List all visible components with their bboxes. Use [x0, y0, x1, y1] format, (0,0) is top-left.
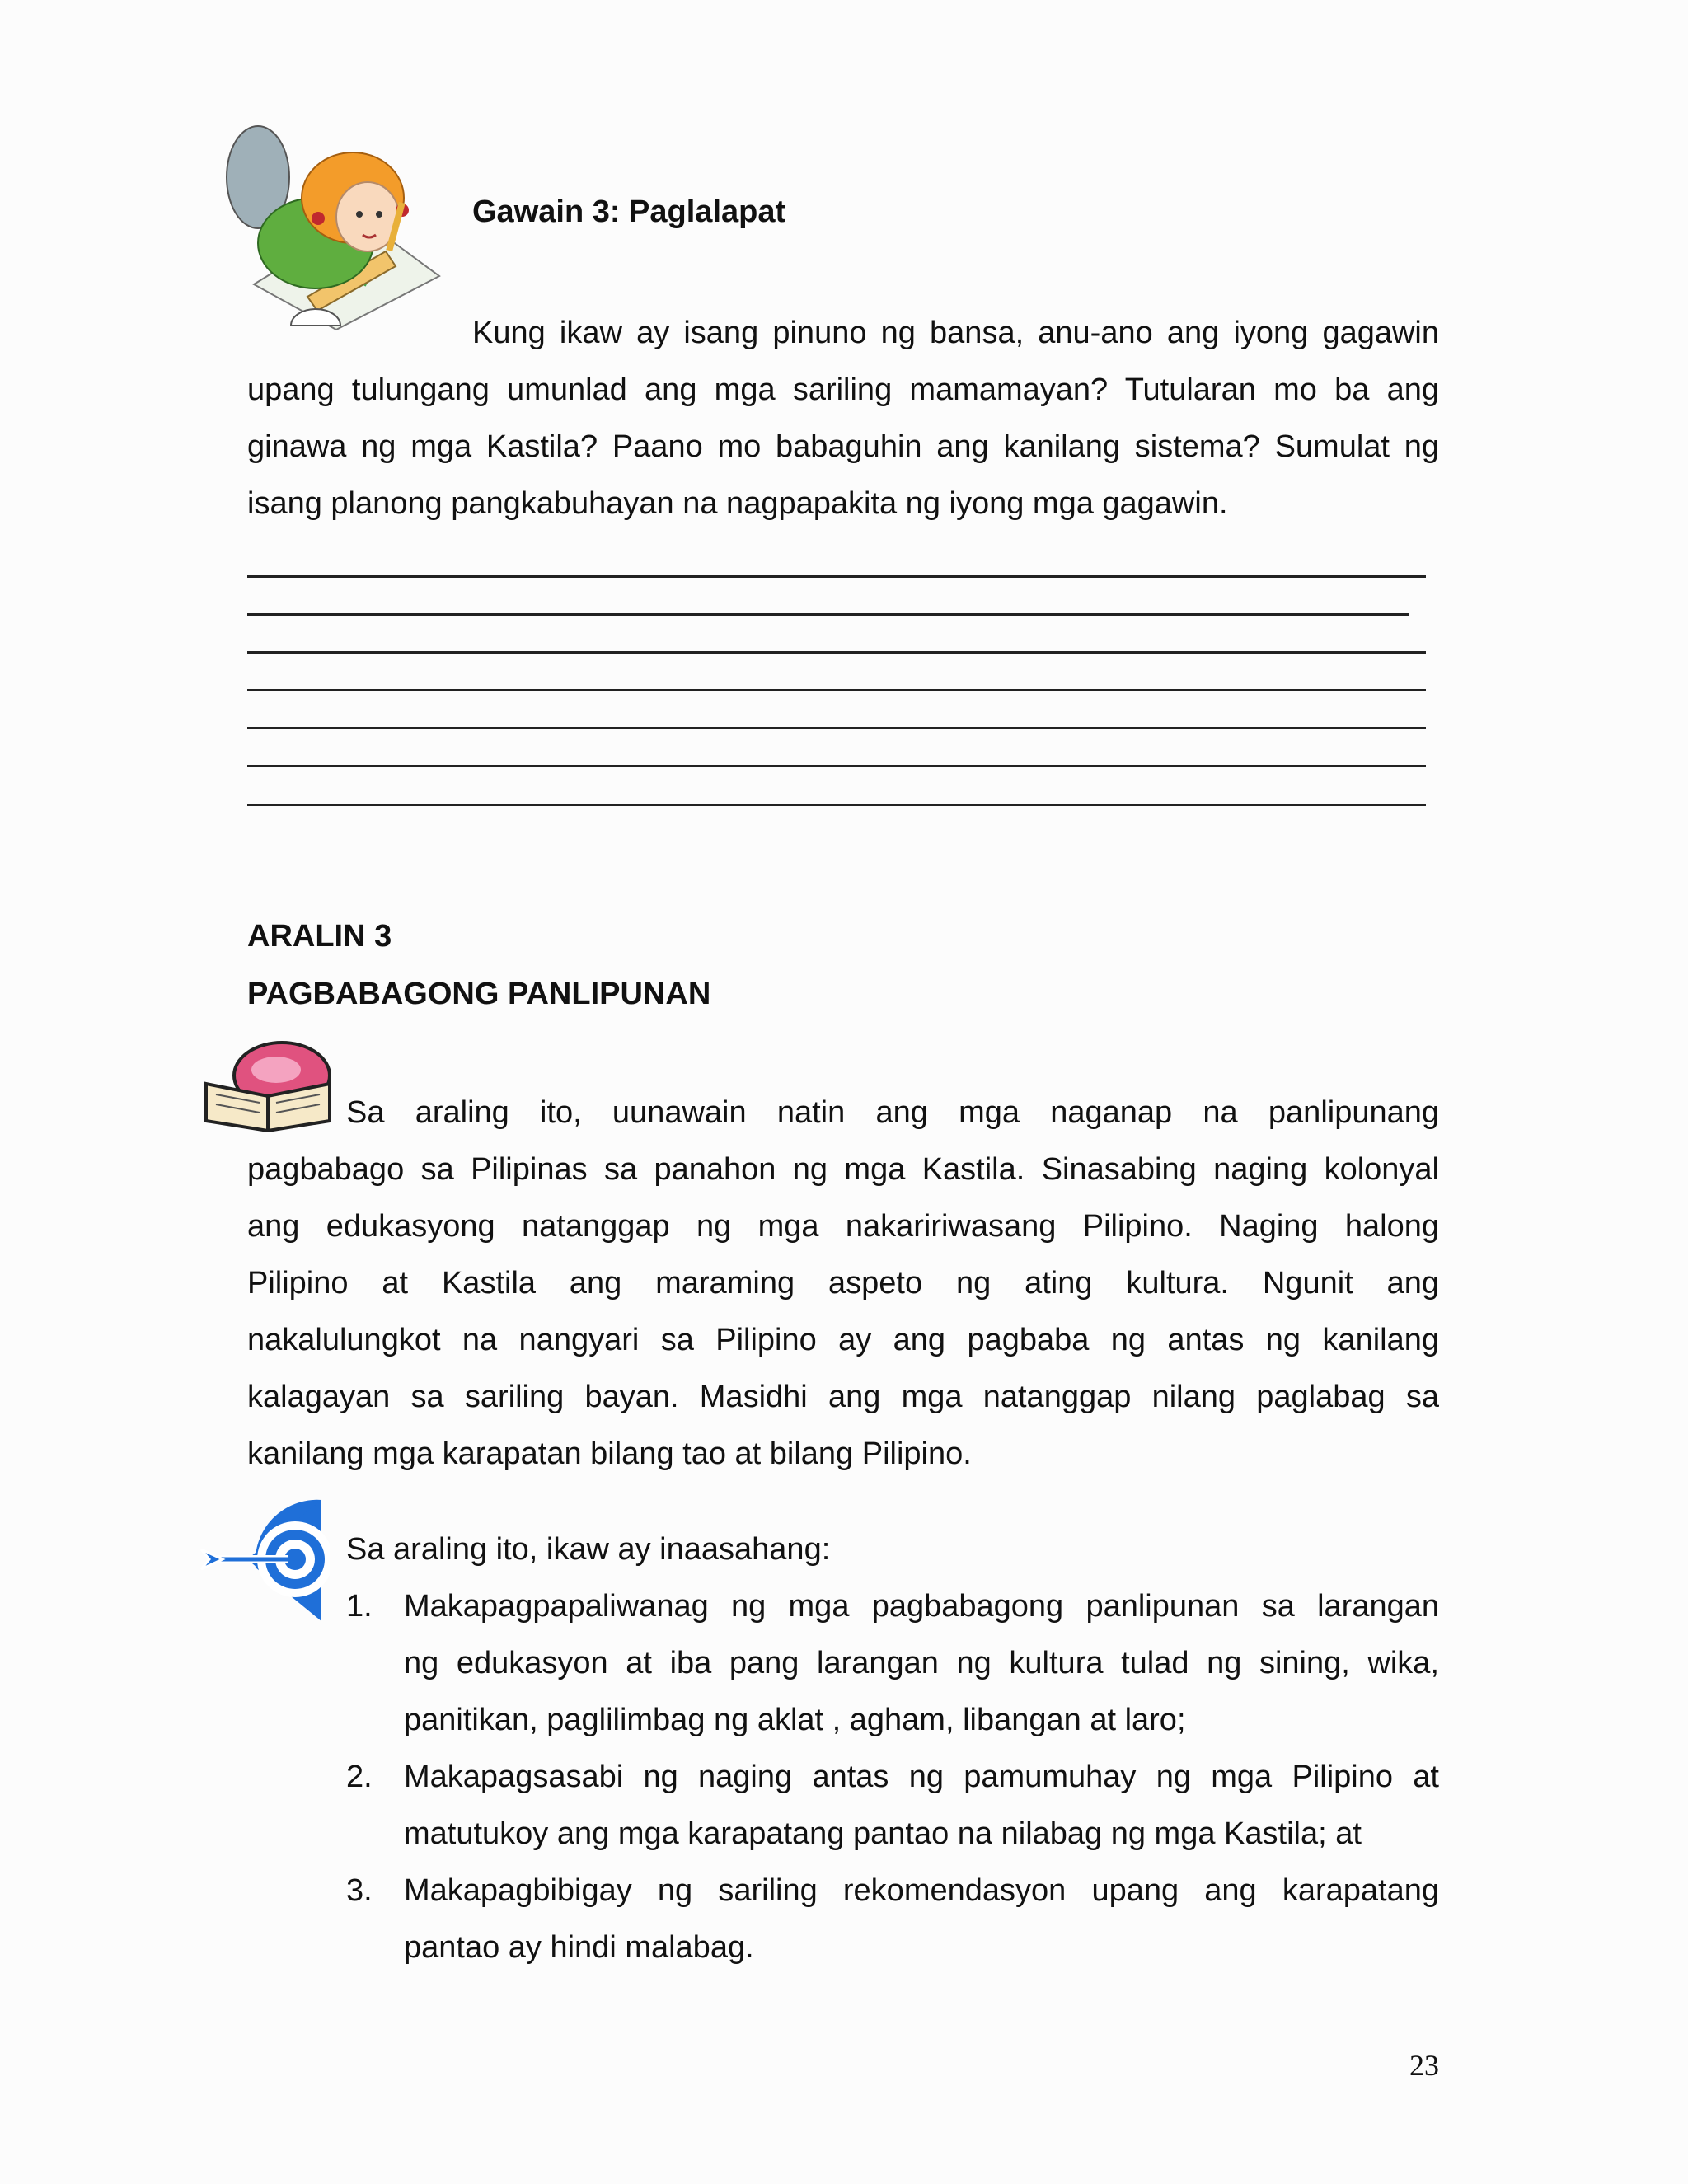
- lesson-intro-line: pagbabago sa Pilipinas sa panahon ng mga Kastila. Sinasabing naging kolonyal: [247, 1152, 1439, 1187]
- activity-prompt: [247, 305, 1439, 532]
- lesson-intro-line: ang edukasyong natanggap ng mga nakaririwasang Pilipino. Naging halong: [247, 1209, 1439, 1244]
- answer-line: [247, 804, 1426, 806]
- target-arrow-icon: [198, 1493, 330, 1625]
- answer-line: [247, 613, 1409, 616]
- list-item-line: Makapagpapaliwanag ng mga pagbabagong panlipunan sa larangan: [404, 1589, 1439, 1624]
- list-item-line: matutukoy ang mga karapatang pantao na nilabag ng mga Kastila; at: [404, 1816, 1362, 1851]
- list-item-line: pantao ay hindi malabag.: [404, 1930, 754, 1965]
- list-item: [346, 1578, 1439, 1749]
- activity-prompt-line: isang planong pangkabuhayan na nagpapakita ng iyong mga gagawin.: [247, 486, 1228, 521]
- lesson-intro-line: Pilipino at Kastila ang maraming aspeto ng ating kultura. Ngunit ang: [247, 1266, 1439, 1301]
- objectives-intro: Sa araling ito, ikaw ay inaasahang:: [346, 1532, 831, 1567]
- answer-line: [247, 727, 1426, 729]
- list-item: [346, 1863, 1439, 1976]
- lesson-number: ARALIN 3: [247, 919, 392, 954]
- activity-title: Gawain 3: Paglalapat: [472, 194, 786, 229]
- answer-line: [247, 765, 1426, 767]
- lesson-intro-line: kalagayan sa sariling bayan. Masidhi ang mga natanggap nilang paglabag sa: [247, 1380, 1439, 1414]
- lesson-intro-line: kanilang mga karapatan bilang tao at bilang Pilipino.: [247, 1436, 972, 1471]
- list-item-line: ng edukasyon at iba pang larangan ng kultura tulad ng sining, wika,: [404, 1646, 1439, 1680]
- answer-line: [247, 689, 1426, 691]
- lesson-intro-line: nakalulungkot na nangyari sa Pilipino ay ang pagbaba ng antas ng kanilang: [247, 1323, 1439, 1357]
- lesson-intro-line: Sa araling ito, uunawain natin ang mga naganap na panlipunang: [346, 1095, 1439, 1130]
- objectives-list: [346, 1578, 1439, 1976]
- list-item-number: 2.: [346, 1760, 373, 1794]
- activity-prompt-line: upang tulungang umunlad ang mga sariling mamamayan? Tutularan mo ba ang: [247, 373, 1439, 407]
- list-item-number: 1.: [346, 1589, 373, 1624]
- lesson-intro: [247, 1085, 1439, 1483]
- girl-drawing-icon: [221, 120, 443, 334]
- list-item: [346, 1749, 1439, 1863]
- activity-prompt-line: Kung ikaw ay isang pinuno ng bansa, anu-ano ang iyong gagawin: [472, 316, 1439, 350]
- list-item-line: panitikan, paglilimbag ng aklat , agham, libangan at laro;: [404, 1703, 1186, 1737]
- page-number: 23: [1409, 2049, 1439, 2082]
- lesson-title: PAGBABAGONG PANLIPUNAN: [247, 977, 711, 1011]
- answer-line: [247, 651, 1426, 654]
- answer-line: [247, 575, 1426, 578]
- list-item-number: 3.: [346, 1873, 373, 1908]
- list-item-line: Makapagsasabi ng naging antas ng pamumuhay ng mga Pilipino at: [404, 1760, 1439, 1794]
- list-item-line: Makapagbibigay ng sariling rekomendasyon upang ang karapatang: [404, 1873, 1439, 1908]
- activity-prompt-line: ginawa ng mga Kastila? Paano mo babaguhin ang kanilang sistema? Sumulat ng: [247, 429, 1439, 464]
